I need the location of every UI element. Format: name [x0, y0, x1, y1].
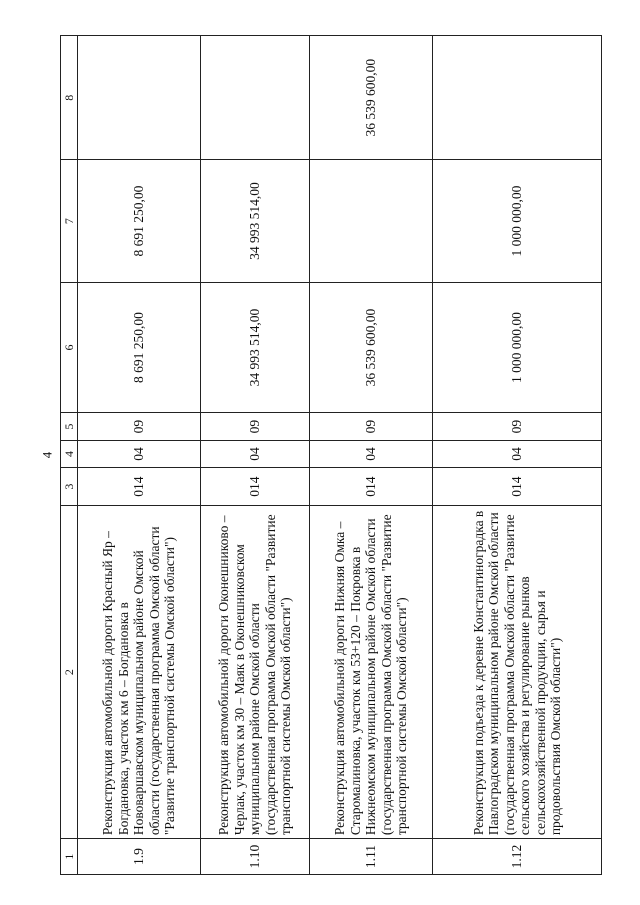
table-row [433, 36, 602, 875]
code-cell: 09 [310, 413, 433, 440]
column-header: 6 [61, 282, 78, 413]
table-row [310, 36, 433, 875]
column-header: 1 [61, 839, 78, 875]
rotated-page [60, 35, 620, 875]
amount-cell [310, 160, 433, 282]
column-header: 7 [61, 160, 78, 282]
amount-cell [433, 36, 602, 160]
amount-cell: 34 993 514,00 [201, 160, 310, 282]
row-number: 1.9 [78, 839, 201, 875]
object-name: Реконструкция подъезда к деревне Константиноградка в Павлоградском муниципальном районе Омской области (государственная программа Омской области "Развитие сельского хозяйства и регулирование рынков сельскохозяйственной продукции, сырья и продовольствия Омской области") [433, 506, 602, 839]
table-row [201, 36, 310, 875]
amount-cell [78, 36, 201, 160]
object-name: Реконструкция автомобильной дороги Нижняя Омка – Старомалиновка, участок км 53+120 – Покровка в Нижнеомском муниципальном районе Омской области (государственная программа Омской области "Развитие транспортной системы Омской области") [310, 506, 433, 839]
amount-cell: 36 539 600,00 [310, 282, 433, 413]
amount-cell: 1 000 000,00 [433, 160, 602, 282]
row-number: 1.12 [433, 839, 602, 875]
code-cell: 014 [201, 468, 310, 506]
table-row [78, 36, 201, 875]
code-cell: 09 [201, 413, 310, 440]
column-header: 2 [61, 506, 78, 839]
amount-cell: 1 000 000,00 [433, 282, 602, 413]
row-number: 1.11 [310, 839, 433, 875]
code-cell: 09 [433, 413, 602, 440]
code-cell: 04 [78, 440, 201, 467]
table-header-row [61, 36, 78, 875]
code-cell: 014 [433, 468, 602, 506]
amount-cell: 34 993 514,00 [201, 282, 310, 413]
code-cell: 04 [433, 440, 602, 467]
amount-cell: 8 691 250,00 [78, 282, 201, 413]
amount-cell [201, 36, 310, 160]
code-cell: 04 [201, 440, 310, 467]
amount-cell: 8 691 250,00 [78, 160, 201, 282]
code-cell: 014 [310, 468, 433, 506]
column-header: 4 [61, 440, 78, 467]
budget-table [60, 35, 602, 875]
code-cell: 014 [78, 468, 201, 506]
row-number: 1.10 [201, 839, 310, 875]
object-name: Реконструкция автомобильной дороги Красный Яр – Богдановка, участок км 6 – Богдановка в Нововаршавском муниципальном районе Омской области (государственная программа Омской области "Развитие транспортной системы Омской области") [78, 506, 201, 839]
column-header: 5 [61, 413, 78, 440]
object-name: Реконструкция автомобильной дороги Оконешниково – Черлак, участок км 30 – Маяк в Оконешниковском муниципальном районе Омской области (государственная программа Омской области "Развитие транспортной системы Омской области") [201, 506, 310, 839]
code-cell: 09 [78, 413, 201, 440]
column-header: 3 [61, 468, 78, 506]
code-cell: 04 [310, 440, 433, 467]
column-header: 8 [61, 36, 78, 160]
amount-cell: 36 539 600,00 [310, 36, 433, 160]
page-number: 4 [39, 451, 55, 459]
